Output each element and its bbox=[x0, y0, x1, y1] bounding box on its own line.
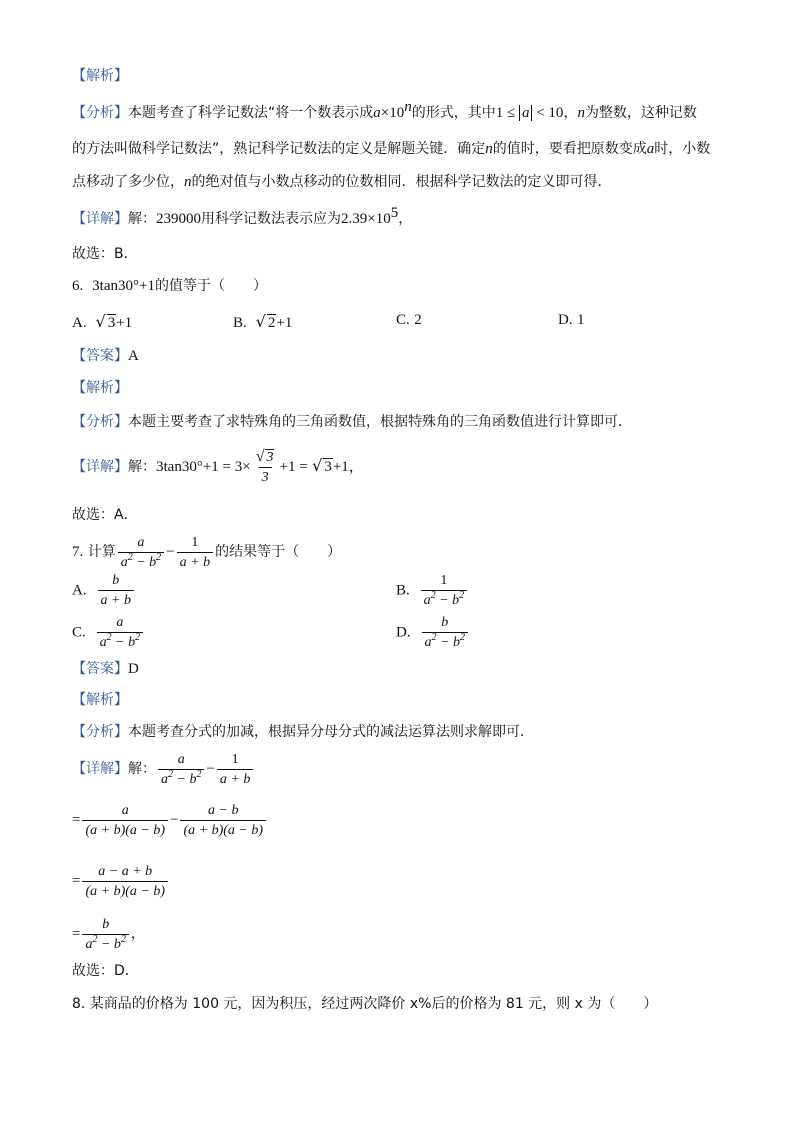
q8-stem: 8. 某商品的价格为 100 元，因为积压，经过两次降价 x%后的价格为 81 元，则 x 为（ ） bbox=[72, 996, 658, 1012]
q7-detail-step1: 【详解】解： $\frac{a}{a^2 - b^2}$ − $\frac{1}{a + b}$ bbox=[72, 749, 255, 789]
q6-option-c[interactable]: C. 2 bbox=[396, 312, 422, 328]
q6-option-a[interactable]: A. √ 3+1 bbox=[72, 312, 133, 331]
q7-jiexi-label: 【解析】 bbox=[72, 692, 128, 708]
q6-answer: 故选：A． bbox=[72, 507, 138, 523]
q6-answer-row: 【答案】A bbox=[72, 348, 139, 364]
q7-answer: 故选：D． bbox=[72, 963, 139, 979]
q6-stem: 6. 3tan30°+1的值等于（ ） bbox=[72, 278, 267, 294]
q7-detail-step2: = $\frac{a}{(a + b)(a - b)}$ − $\frac{a - b}{(a + b)(a - b)}$ bbox=[72, 800, 268, 840]
q6-option-d[interactable]: D. 1 bbox=[558, 312, 585, 328]
q7-answer-row: 【答案】D bbox=[72, 661, 139, 677]
q5-jiexi-label: 【解析】 bbox=[72, 68, 128, 84]
q7-option-d[interactable]: D. $\frac{b}{a^2 - b^2}$ bbox=[396, 614, 470, 651]
q7-option-c[interactable]: C. $\frac{a}{a^2 - b^2}$ bbox=[72, 614, 145, 651]
q7-analysis: 【分析】本题考查分式的加减，根据异分母分式的减法运算法则求解即可． bbox=[72, 724, 534, 740]
fenxi-label: 【分析】 bbox=[72, 105, 128, 121]
q7-detail-step4: = $\frac{b}{a^2 - b^2}$ ， bbox=[72, 916, 145, 952]
q5-detail: 【详解】解：239000用科学记数法表示应为$2.39\times 10^5$， bbox=[72, 205, 413, 227]
q5-analysis-line2: 的方法叫做科学记数法”，熟记科学记数法的定义是解题关键．确定n的值时，要看把原数变成a时，小数 bbox=[72, 141, 711, 157]
q7-stem: 7. 计算 $\frac{a}{a^2 - b^2}$ − $\frac{1}{a + b}$ 的结果等于（ ） bbox=[72, 534, 342, 570]
q6-detail: 【详解】解：3tan30°+1 = 3× $\frac{√ 3}{3}$ +1 = √ 3+1， bbox=[72, 448, 364, 485]
q7-option-a[interactable]: A. $\frac{b}{a + b}$ bbox=[72, 572, 136, 609]
q6-analysis: 【分析】本题主要考查了求特殊角的三角函数值，根据特殊角的三角函数值进行计算即可． bbox=[72, 414, 632, 430]
q5-analysis-line1: 【分析】本题考查了科学记数法“将一个数表示成$a\times 10^n$的形式，其中1 ≤ a < 10，n为整数，这种记数 bbox=[72, 99, 697, 121]
q5-analysis-line3: 点移动了多少位，n的绝对值与小数点移动的位数相同．根据科学记数法的定义即可得． bbox=[72, 174, 612, 190]
q7-detail-step3: = $\frac{a - a + b}{(a + b)(a - b)}$ bbox=[72, 861, 170, 901]
q5-answer: 故选：B． bbox=[72, 246, 138, 262]
q6-jiexi-label: 【解析】 bbox=[72, 380, 128, 396]
q6-option-b[interactable]: B. √ 2+1 bbox=[233, 312, 293, 331]
q7-option-b[interactable]: B. $\frac{1}{a^2 - b^2}$ bbox=[396, 572, 469, 609]
